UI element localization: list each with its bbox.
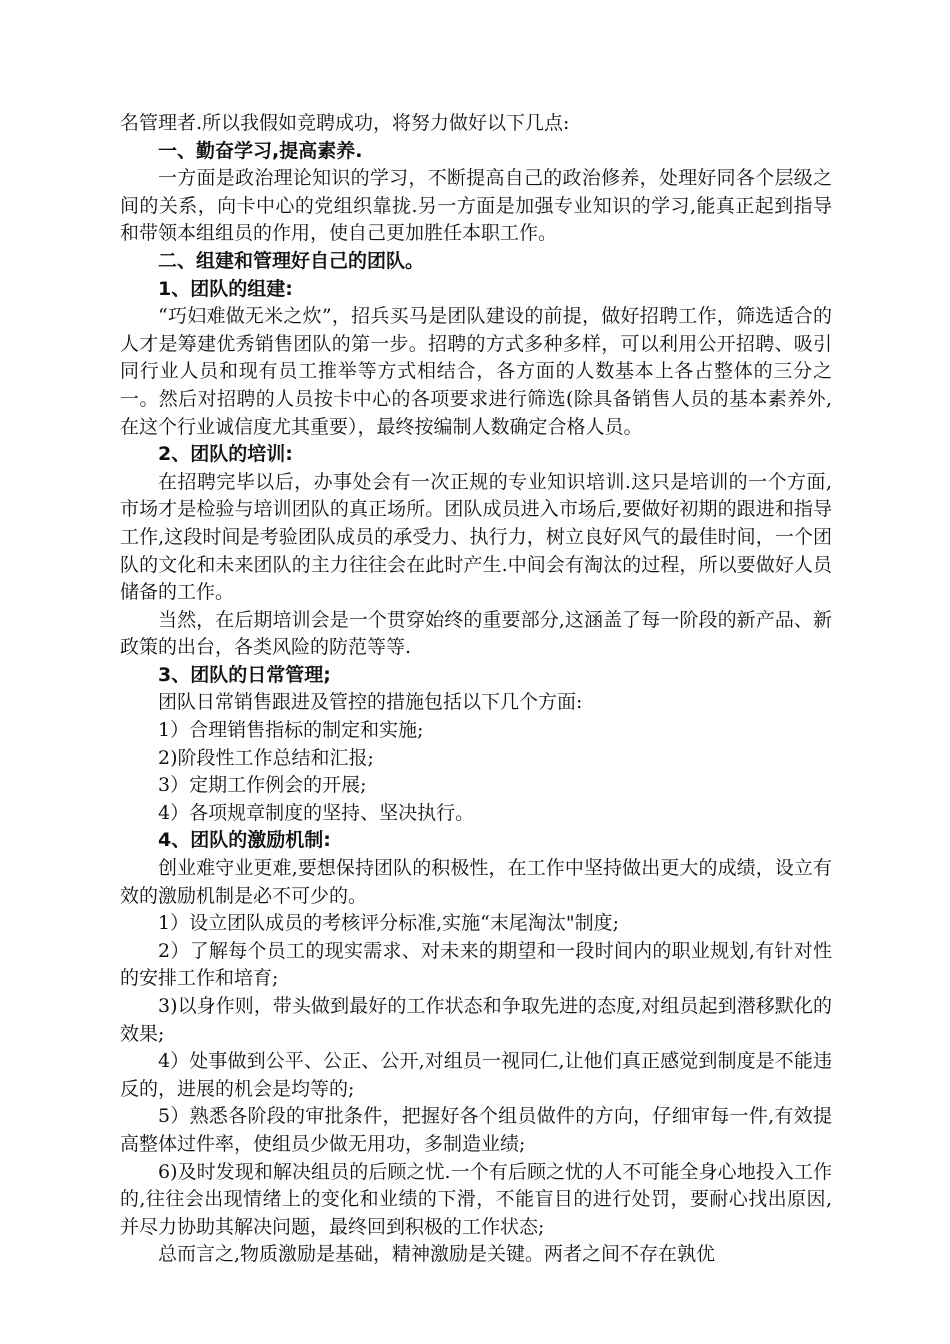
list-item: 3)以身作则，带头做到最好的工作状态和争取先进的态度,对组员起到潜移默化的效果; bbox=[120, 995, 832, 1045]
list-item: 1）设立团队成员的考核评分标准,实施“末尾淘汰"制度; bbox=[158, 912, 619, 935]
list-item: 4）各项规章制度的坚持、坚决执行。 bbox=[158, 801, 475, 824]
subsection-heading-1: 1、团队的组建: bbox=[158, 277, 293, 300]
section-heading-1: 一、勤奋学习,提高素养. bbox=[158, 139, 363, 162]
list-item: 6)及时发现和解决组员的后顾之忧.一个有后顾之忧的人不可能全身心地投入工作的,往往会出现情绪上的变化和业绩的下滑，不能盲目的进行处罚，要耐心找出原因,并尽力协助其解决问题，最终回到积极的工作状态; bbox=[120, 1160, 832, 1238]
subsection-heading-4: 4、团队的激励机制: bbox=[158, 829, 331, 852]
list-item: 5）熟悉各阶段的审批条件，把握好各个组员做件的方向，仔细审每一件,有效提高整体过件率，使组员少做无用功，多制造业绩; bbox=[120, 1105, 832, 1155]
body-paragraph: 创业难守业更难,要想保持团队的积极性，在工作中坚持做出更大的成绩，设立有效的激励机制是必不可少的。 bbox=[120, 857, 832, 907]
body-paragraph: 当然，在后期培训会是一个贯穿始终的重要部分,这涵盖了每一阶段的新产品、新政策的出台，各类风险的防范等等. bbox=[120, 608, 832, 659]
list-item: 1）合理销售指标的制定和实施; bbox=[158, 719, 424, 742]
subsection-heading-2: 2、团队的培训: bbox=[158, 443, 293, 466]
list-item: 4）处事做到公平、公正、公开,对组员一视同仁,让他们真正感觉到制度是不能违反的，进展的机会是均等的; bbox=[120, 1050, 832, 1100]
document-body bbox=[120, 110, 832, 1269]
body-paragraph: 在招聘完毕以后，办事处会有一次正规的专业知识培训.这只是培训的一个方面,市场才是检验与培训团队的真正场所。团队成员进入市场后,要做好初期的跟进和指导工作,这段时间是考验团队成员的承受力、执行力，树立良好风气的最佳时间，一个团队的文化和未来团队的主力往往会在此时产生.中间会有淘汰的过程，所以要做好人员储备的工作。 bbox=[120, 470, 832, 604]
list-item: 2）了解每个员工的现实需求、对未来的期望和一段时间内的职业规划,有针对性的安排工作和培育; bbox=[120, 939, 832, 990]
body-paragraph: 团队日常销售跟进及管控的措施包括以下几个方面: bbox=[158, 691, 583, 714]
section-heading-2: 二、组建和管理好自己的团队。 bbox=[158, 249, 425, 272]
body-paragraph: 名管理者.所以我假如竞聘成功，将努力做好以下几点: bbox=[120, 112, 570, 134]
body-paragraph: “巧妇难做无米之炊”，招兵买马是团队建设的前提，做好招聘工作，筛选适合的人才是筹建优秀销售团队的第一步。招聘的方式多种多样，可以利用公开招聘、吸引同行业人员和现有员工推举等方式相结合，各方面的人数基本上各占整体的三分之一。然后对招聘的人员按卡中心的各项要求进行筛选(除具备销售人员的基本素养外,在这个行业诚信度尤其重要），最终按编制人数确定合格人员。 bbox=[120, 305, 832, 438]
subsection-heading-3: 3、团队的日常管理; bbox=[158, 663, 331, 686]
list-item: 3）定期工作例会的开展; bbox=[158, 774, 367, 797]
list-item: 2)阶段性工作总结和汇报; bbox=[158, 746, 374, 769]
body-paragraph: 总而言之,物质激励是基础，精神激励是关键。两者之间不存在孰优 bbox=[158, 1243, 716, 1266]
body-paragraph: 一方面是政治理论知识的学习，不断提高自己的政治修养，处理好同各个层级之间的关系，向卡中心的党组织靠拢.另一方面是加强专业知识的学习,能真正起到指导和带领本组组员的作用，使自己更加胜任本职工作。 bbox=[120, 167, 832, 245]
